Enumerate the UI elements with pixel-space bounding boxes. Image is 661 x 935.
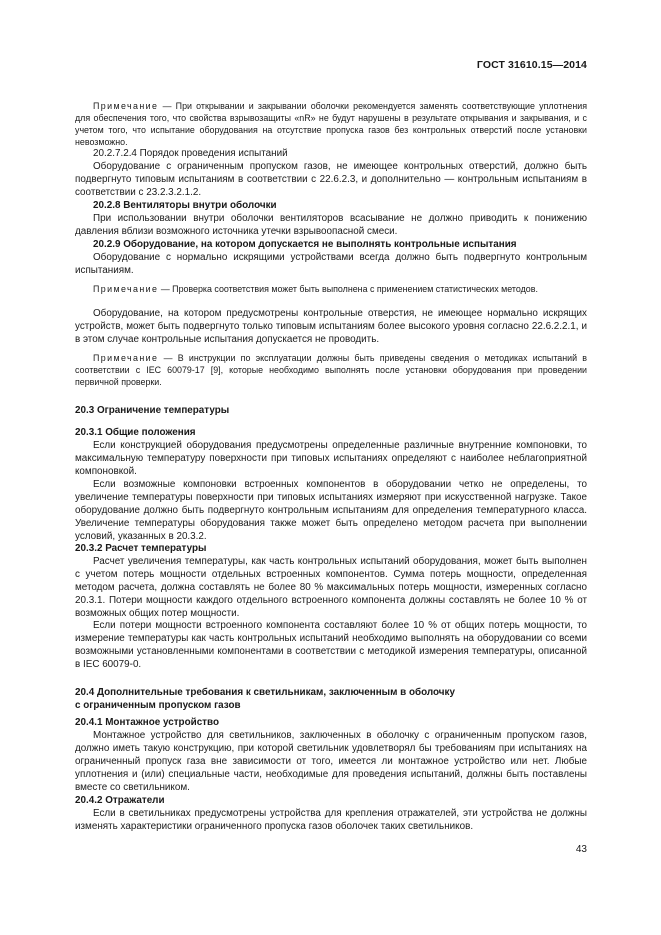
document-code: ГОСТ 31610.15—2014 [476, 59, 587, 71]
section-20-2-9-title: 20.2.9 Оборудование, на котором допускается не выполнять контрольные испытания [93, 239, 517, 250]
note-2-text: — Проверка соответствия может быть выполнена с применением статистических методов. [160, 284, 538, 294]
section-20-2-9-text: Оборудование с нормально искрящими устройствами всегда должно быть подвергнуто контрольным испытаниям. [75, 252, 587, 276]
note-label: Примечание [93, 101, 159, 111]
section-20-3-1-para-2: Если возможные компоновки встроенных компонентов в оборудовании четко не определены, то увеличение температуры поверхности при типовых испытаниях измеряют при искусственной нагрузке. Такое оборудование должно быть подвергнуто контрольным испытаниям для определения температурного класса. Увеличение температуры оборудования также может быть определено методом расчета при выполнении условий, указанных в 20.3.2. [75, 479, 587, 542]
section-20-2-8-title: 20.2.8 Вентиляторы внутри оболочки [93, 200, 277, 211]
section-20-2-7-2-4-text: Оборудование с ограниченным пропуском газов, не имеющее контрольных отверстий, должно быть подвергнуто типовым испытаниям в соответствии с 22.6.2.3, и дополнительно — контрольным испытаниям в соответствии с 23.2.3.2.1.2. [75, 161, 587, 198]
section-20-3-2-para-1: Расчет увеличения температуры, как часть контрольных испытаний оборудования, может быть выполнен с учетом потерь мощности отдельных встроенных компонентов. Сумма потерь мощности, определенная методом расчета, должна составлять не более 80 % максимальных потерь мощности, измеренных согласно 20.3.1. Потери мощности каждого отдельного встроенного компонента должны составлять не более 10 % от возможных общих потер мощности. [75, 556, 587, 619]
note-3-text: — В инструкции по эксплуатации должны быть приведены сведения о методиках испытаний в соответствии с IEC 60079-17 [9], которые необходимо выполнять после установки оборудования при проведении первичной проверки. [75, 353, 587, 387]
section-20-3-2-title: 20.3.2 Расчет температуры [75, 543, 207, 554]
section-20-4-1-title: 20.4.1 Монтажное устройство [75, 717, 219, 728]
section-20-4-title-line-1: 20.4 Дополнительные требования к светильникам, заключенным в оболочку [75, 687, 455, 698]
section-20-4-title [75, 687, 587, 713]
section-20-3-1-title: 20.3.1 Общие положения [75, 427, 196, 438]
page-number: 43 [575, 844, 587, 855]
document-page [75, 0, 587, 935]
note-1 [75, 101, 587, 149]
section-20-3-1-para-1: Если конструкцией оборудования предусмотрены определенные различные внутренние компоновки, то максимальную температуру поверхности при типовых испытаниях определяют с наиболее неблагоприятной компоновкой. [75, 440, 587, 477]
section-20-4-1-para-1: Монтажное устройство для светильников, заключенных в оболочку с ограниченным пропуском газов, должно иметь такую конструкцию, при которой светильник удовлетворял бы требованиям при испытаниях на ограниченный пропуск газа вне зависимости от того, имеется ли монтажное устройство или нет. Любые уплотнения и (или) специальные части, необходимые для проведения испытаний, должны быть поставлены вместе со светильником. [75, 730, 587, 793]
note-label: Примечание [93, 353, 159, 363]
section-20-3-title: 20.3 Ограничение температуры [75, 405, 230, 416]
note-2 [75, 284, 587, 296]
section-20-2-7-2-4-title: 20.2.7.2.4 Порядок проведения испытаний [93, 148, 288, 159]
section-20-4-title-line-2: с ограниченным пропуском газов [75, 699, 241, 711]
section-20-2-8-text: При использовании внутри оболочки вентиляторов всасывание не должно приводить к понижению давления вблизи возможного источника утечки взрывоопасной смеси. [75, 213, 587, 237]
section-20-2-9-text-2: Оборудование, на котором предусмотрены контрольные отверстия, не имеющее нормально искрящих устройств, может быть подвергнуто только типовым испытаниям более высокого уровня согласно 22.6.2.2.1, и в этом случае контрольные испытания допускается не проводить. [75, 308, 587, 345]
note-3 [75, 353, 587, 389]
section-20-3-2-para-2: Если потери мощности встроенного компонента составляют более 10 % от общих потерь мощности, то измерение температуры как часть контрольных испытаний необходимо выполнять на оборудовании со всеми возможными установленными компонентами в соответствии с методикой измерения температуры, описанной в IEC 60079-0. [75, 620, 587, 670]
section-20-4-2-title: 20.4.2 Отражатели [75, 795, 165, 806]
section-20-4-2-para-1: Если в светильниках предусмотрены устройства для крепления отражателей, эти устройства не должны изменять характеристики ограниченного пропуска газов оболочек таких светильников. [75, 808, 587, 832]
note-1-text: — При открывании и закрывании оболочки рекомендуется заменять соответствующие уплотнения для обеспечения того, что свойства взрывозащиты «nR» не будут нарушены в результате открывания и закрывания, и с учетом того, что испытание оборудования на отсутствие пропуска газов без контрольных отверстий после установки невозможно. [75, 101, 587, 147]
note-label: Примечание [93, 284, 159, 294]
